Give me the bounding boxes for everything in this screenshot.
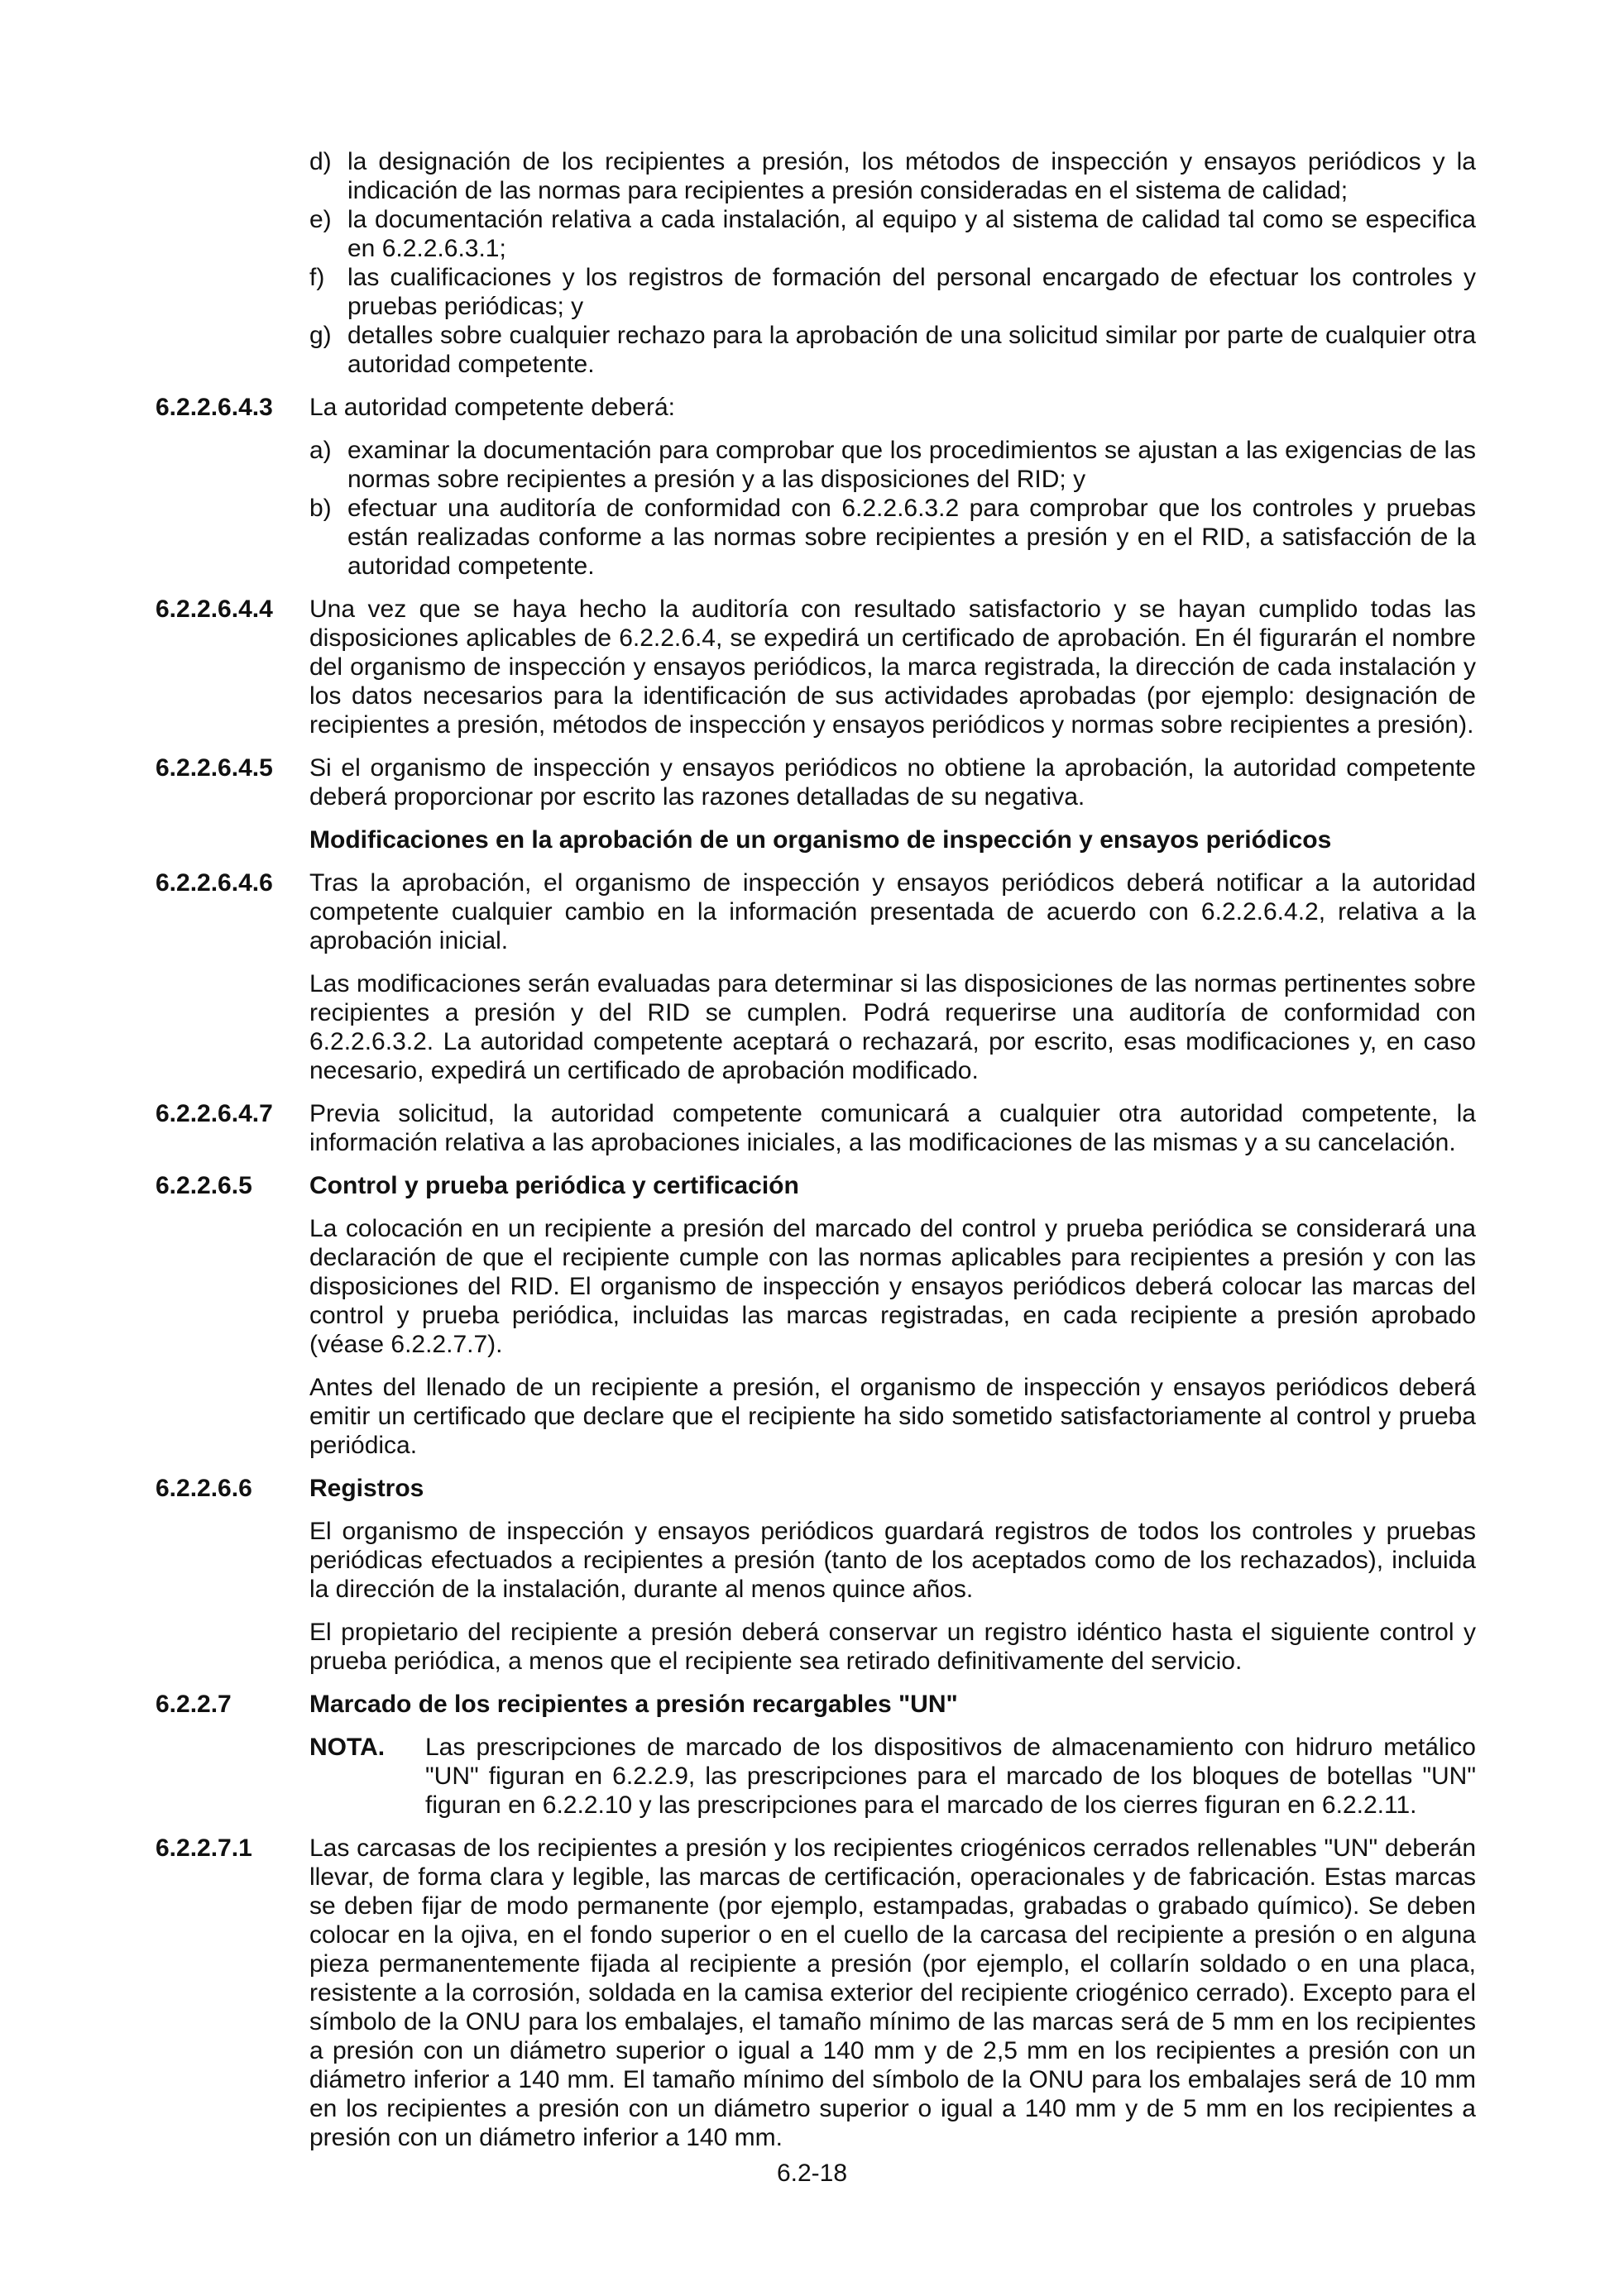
note-block <box>309 1733 1476 1820</box>
list-item-marker: e) <box>309 206 332 233</box>
section-number: 6.2.2.6.4.5 <box>156 754 273 782</box>
section-title: Marcado de los recipientes a presión recargables "UN" <box>309 1691 958 1718</box>
section-6-2-2-6-4-5 <box>156 753 1476 811</box>
section-6-2-2-6-5 <box>156 1171 1476 1200</box>
section-text: Previa solicitud, la autoridad competente comunicará a cualquier otra autoridad competente, la información relativa a las aprobaciones iniciales, a las modificaciones de las mismas y a su cancelación. <box>309 1100 1476 1156</box>
paragraph: La colocación en un recipiente a presión del marcado del control y prueba periódica se considerará una declaración de que el recipiente cumple con las normas aplicables para recipientes a presión y con las disposiciones del RID. El organismo de inspección y ensayos periódicos deberá colocar las marcas del control y prueba periódica, incluidas las marcas registradas, en cada recipiente a presión aprobado (véase 6.2.2.7.7). <box>309 1215 1476 1358</box>
list-item <box>309 263 1476 321</box>
list-item-marker: g) <box>309 322 332 349</box>
list-item-text: las cualificaciones y los registros de formación del personal encargado de efectuar los controles y pruebas periódicas; y <box>347 264 1476 320</box>
section-6-2-2-6-4-6 <box>156 868 1476 955</box>
list-item-text: efectuar una auditoría de conformidad con 6.2.2.6.3.2 para comprobar que los controles y pruebas están realizadas conforme a las normas sobre recipientes a presión y en el RID, a satisfacción de la autoridad competente. <box>347 495 1476 580</box>
list-item-text: la designación de los recipientes a presión, los métodos de inspección y ensayos periódicos y la indicación de las normas para recipientes a presión consideradas en el sistema de calidad; <box>347 148 1476 204</box>
paragraph: Antes del llenado de un recipiente a presión, el organismo de inspección y ensayos periódicos deberá emitir un certificado que declare que el recipiente ha sido sometido satisfactoriamente al control y prueba periódica. <box>309 1374 1476 1459</box>
subheading-modificaciones: Modificaciones en la aprobación de un organismo de inspección y ensayos periódicos <box>309 826 1332 854</box>
section-title: Registros <box>309 1475 424 1502</box>
section-number: 6.2.2.6.6 <box>156 1475 252 1502</box>
note-label: NOTA. <box>309 1734 386 1761</box>
paragraph: Las modificaciones serán evaluadas para determinar si las disposiciones de las normas pertinentes sobre recipientes a presión y del RID se cumplen. Podrá requerirse una auditoría de conformidad con 6.2.2.6.3.2. La autoridad competente aceptará o rechazará, por escrito, esas modificaciones y, en caso necesario, expedirá un certificado de aprobación modificado. <box>309 970 1476 1084</box>
paragraph: El propietario del recipiente a presión deberá conservar un registro idéntico hasta el siguiente control y prueba periódica, a menos que el recipiente sea retirado definitivamente del servicio. <box>309 1619 1476 1675</box>
list-item-marker: b) <box>309 495 332 522</box>
list-item-text: examinar la documentación para comprobar que los procedimientos se ajustan a las exigencias de las normas sobre recipientes a presión y a las disposiciones del RID; y <box>347 437 1476 493</box>
section-number: 6.2.2.7.1 <box>156 1834 252 1862</box>
section-text: La autoridad competente deberá: <box>309 394 675 421</box>
section-text: Si el organismo de inspección y ensayos periódicos no obtiene la aprobación, la autoridad competente deberá proporcionar por escrito las razones detalladas de su negativa. <box>309 754 1476 811</box>
list-items-6-2-2-6-4-3 <box>309 436 1476 581</box>
section-title: Control y prueba periódica y certificación <box>309 1172 799 1199</box>
section-6-2-2-6-4-7 <box>156 1099 1476 1157</box>
section-6-2-2-7-1 <box>156 1834 1476 2152</box>
section-number: 6.2.2.6.4.3 <box>156 394 273 421</box>
list-item-text: detalles sobre cualquier rechazo para la aprobación de una solicitud similar por parte de cualquier otra autoridad competente. <box>347 322 1476 378</box>
list-item <box>309 436 1476 494</box>
section-text: Las carcasas de los recipientes a presión y los recipientes criogénicos cerrados rellenables "UN" deberán llevar, de forma clara y legible, las marcas de certificación, operacionales y de fabricación. Estas marcas se deben fijar de modo permanente (por ejemplo, estampadas, grabadas o grabado químico). Se deben colocar en la ojiva, en el fondo superior o en el cuello de la carcasa del recipiente a presión o en alguna pieza permanentemente fijada al recipiente a presión (por ejemplo, el collarín soldado o en una placa, resistente a la corrosión, soldada en la camisa exterior del recipiente criogénico cerrado). Excepto para el símbolo de la ONU para los embalajes, el tamaño mínimo de las marcas será de 5 mm en los recipientes a presión con un diámetro superior o igual a 140 mm y de 2,5 mm en los recipientes a presión con un diámetro inferior a 140 mm. El tamaño mínimo del símbolo de la ONU para los embalajes será de 10 mm en los recipientes a presión con un diámetro superior o igual a 140 mm y de 5 mm en los recipientes a presión con un diámetro inferior a 140 mm. <box>309 1834 1476 2151</box>
page-number: 6.2-18 <box>776 2160 848 2187</box>
list-item-marker: a) <box>309 437 332 464</box>
page-content <box>156 147 1476 2152</box>
section-6-2-2-7 <box>156 1690 1476 1719</box>
list-item-marker: f) <box>309 264 325 291</box>
section-number: 6.2.2.7 <box>156 1691 232 1718</box>
section-number: 6.2.2.6.4.6 <box>156 869 273 897</box>
list-item-marker: d) <box>309 148 332 175</box>
list-item <box>309 321 1476 379</box>
list-item-text: la documentación relativa a cada instalación, al equipo y al sistema de calidad tal como se especifica en 6.2.2.6.3.1; <box>347 206 1476 262</box>
note-text: Las prescripciones de marcado de los dispositivos de almacenamiento con hidruro metálico "UN" figuran en 6.2.2.9, las prescripciones para el marcado de los bloques de botellas "UN" figuran en 6.2.2.10 y las prescripciones para el marcado de los cierres figuran en 6.2.2.11. <box>425 1734 1476 1819</box>
section-6-2-2-6-6 <box>156 1474 1476 1503</box>
section-number: 6.2.2.6.4.7 <box>156 1100 273 1127</box>
section-6-2-2-6-4-3 <box>156 393 1476 422</box>
list-item <box>309 494 1476 581</box>
paragraph: El organismo de inspección y ensayos periódicos guardará registros de todos los controles y pruebas periódicas efectuados a recipientes a presión (tanto de los aceptados como de los rechazados), incluida la dirección de la instalación, durante al menos quince años. <box>309 1518 1476 1603</box>
list-item <box>309 205 1476 263</box>
list-item <box>309 147 1476 205</box>
list-items-top <box>309 147 1476 379</box>
section-number: 6.2.2.6.4.4 <box>156 596 273 623</box>
section-6-2-2-6-4-4 <box>156 595 1476 739</box>
section-text: Tras la aprobación, el organismo de inspección y ensayos periódicos deberá notificar a la autoridad competente cualquier cambio en la información presentada de acuerdo con 6.2.2.6.4.2, relativa a la aprobación inicial. <box>309 869 1476 954</box>
section-text: Una vez que se haya hecho la auditoría con resultado satisfactorio y se hayan cumplido todas las disposiciones aplicables de 6.2.2.6.4, se expedirá un certificado de aprobación. En él figurarán el nombre del organismo de inspección y ensayos periódicos, la marca registrada, la dirección de cada instalación y los datos necesarios para la identificación de sus actividades aprobadas (por ejemplo: designación de recipientes a presión, métodos de inspección y ensayos periódicos y normas sobre recipientes a presión). <box>309 596 1476 739</box>
section-number: 6.2.2.6.5 <box>156 1172 252 1199</box>
